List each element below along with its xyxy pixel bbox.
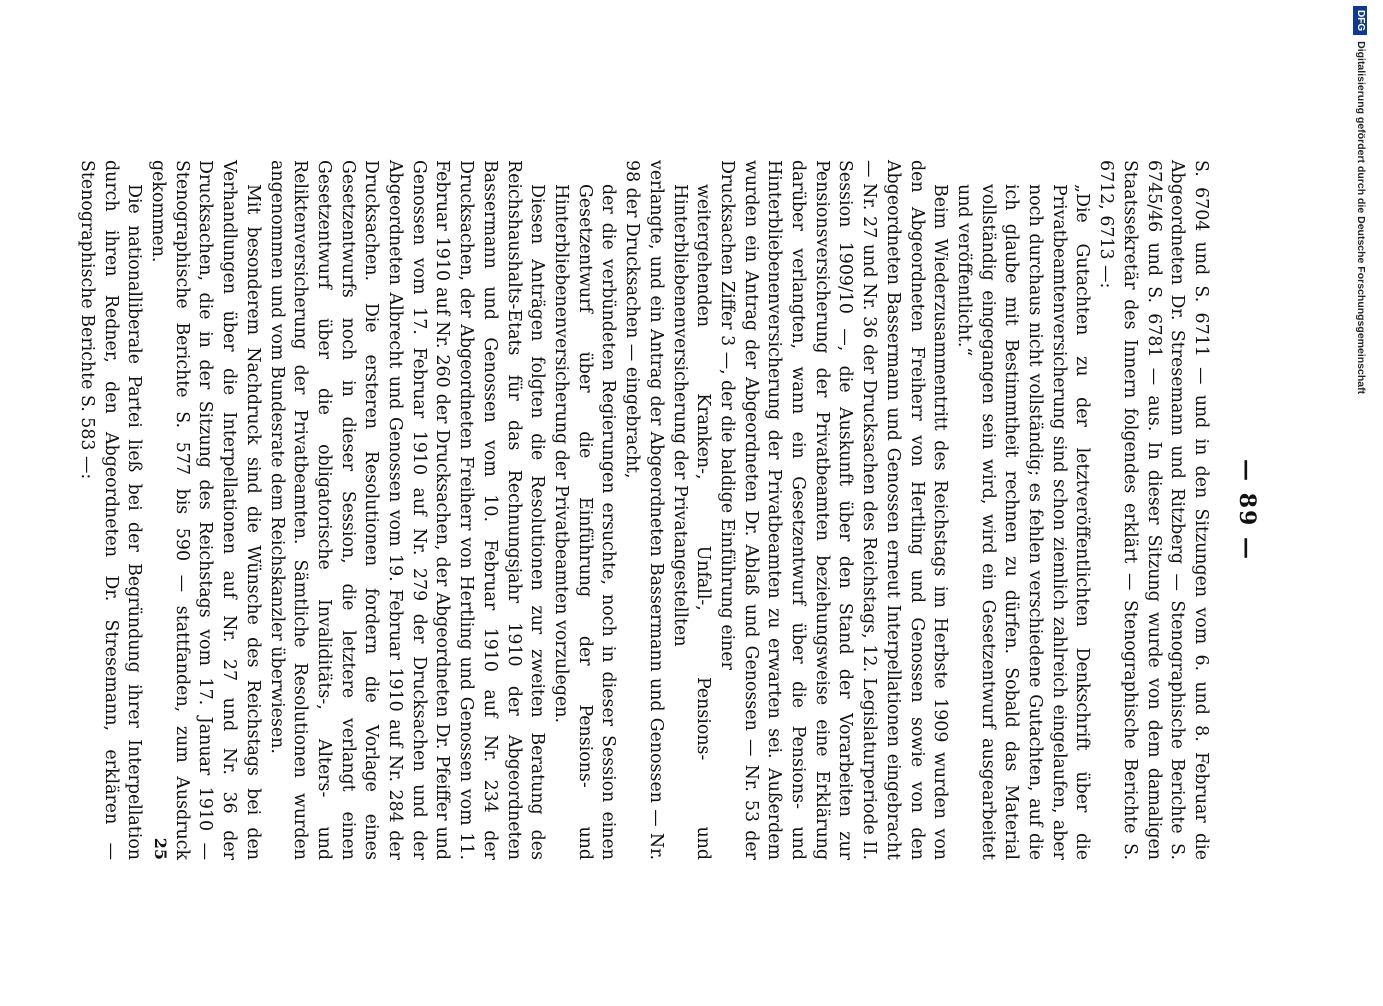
body-text <box>74 160 1212 860</box>
paragraph-1: S. 6704 und S. 6711 — und in den Sitzungen vom 6. und 8. Februar die Abgeordneten Dr. Stresemann und Ritzberg — Stenographische Berichte S. 6745/46 und S. 6781 — aus. In dieser Sitzung wurde von dem damaligen Staatssekretär des Innern folgendes erklärt — Stenographische Berichte S. 6712, 6713 —: <box>1096 160 1211 860</box>
paragraph-7: Diesen Anträgen folgten die Resolutionen zur zweiten Beratung des Reichshaushalts-Etats für das Rechnungsjahr 1910 der Abgeordneten Bassermann und Genossen vom 10. Februar 1910 auf Nr. 234 der Drucksachen, der Abgeordneten Freiherr von Hertling und Genossen vom 11. Februar 1910 auf Nr. 260 der Drucksachen, der Abgeordneten Dr. Pfeiffer und Genossen vom 17. Februar 1910 auf Nr. 279 der Drucksachen und der Abgeordneten Albrecht und Genossen vom 19. Februar 1910 auf Nr. 284 der Drucksachen. Die ersteren Resolutionen fordern die Vorlage eines Gesetzentwurfs noch in dieser Session, die letztere verlangt einen Gesetzentwurf über die obligatorische Invaliditäts-, Alters- und Reliktenversicherung der Privatbeamten. Sämtliche Resolutionen wurden angenommen und vom Bundesrate dem Reichskanzler überwiesen. <box>266 160 548 860</box>
dfg-logo: DFG <box>1353 6 1367 35</box>
rotated-page <box>76 160 1260 860</box>
indented-citation-2: der die verbündeten Regierungen ersuchte, noch in dieser Session einen Gesetzentwurf über die Einführung der Pensions- und Hinterbliebenenversicherung der Privatbeamten vorzulegen. <box>551 184 619 860</box>
credit-text: Digitalisierung gefördert durch die Deutsche Forschungsgemeinschaft <box>1355 41 1367 395</box>
indented-citation-1: weitergehenden Kranken-, Unfall-, Pensions- und Hinterbliebenenversicherung der Privatangestellten <box>669 184 714 860</box>
funding-credit <box>1354 6 1368 1006</box>
running-head: — 89 — <box>1234 459 1260 561</box>
quote-paragraph: „Die Gutachten zu der letztveröffentlichten Denkschrift über die Privatbeamtenversicherung sind schon ziemlich zahlreich eingelaufen, aber noch durchaus nicht vollständig; es fehlen verschiedene Gutachten, auf die ich glaube mit Bestimmtheit rechnen zu dürfen. Sobald das Material vollständig eingegangen sein wird, wird ein Gesetzentwurf ausgearbeitet und veröffentlicht.“ <box>953 184 1093 860</box>
paragraph-5: verlangte, und ein Antrag der Abgeordneten Bassermann und Genossen — Nr. 98 der Drucksachen — eingebracht, <box>622 160 666 860</box>
paragraph-3: Beim Wiederzusammentritt des Reichstags im Herbste 1909 wurden von den Abgeordneten Freiherr von Hertling und Genossen sowie von den Abgeordneten Bassermann und Genossen erneut Interpellationen eingebracht — Nr. 27 und Nr. 36 der Drucksachen des Reichstags, 12. Legislaturperiode II. Session 1909/10 —, die Auskunft über den Stand der Vorarbeiten zur Pensionsversicherung der Privatbeamten beziehungsweise eine Erklärung darüber verlangten, wann ein Gesetzentwurf über die Pensions- und Hinterbliebenenversicherung der Privatbeamten zu erwarten sei. Außerdem wurden ein Antrag der Abgeordneten Dr. Ablaß und Genossen — Nr. 53 der Drucksachen Ziffer 3 —, der die baldige Einführung einer <box>716 160 951 860</box>
paragraph-8: Mit besonderem Nachdruck sind die Wünsche des Reichstags bei den Verhandlungen über die Interpellationen auf Nr. 27 und Nr. 36 der Drucksachen, die in der Sitzung des Reichstags vom 17. Januar 1910 — Stenographische Berichte S. 577 bis 590 — stattfanden, zum Ausdruck gekommen. <box>148 160 263 860</box>
paragraph-9: Die nationalliberale Partei ließ bei der Begründung ihrer Interpellation durch ihren Redner, den Abgeordneten Dr. Stresemann, erklären — Stenographische Berichte S. 583 —: <box>76 160 145 860</box>
signature-mark: 25 <box>151 837 170 860</box>
